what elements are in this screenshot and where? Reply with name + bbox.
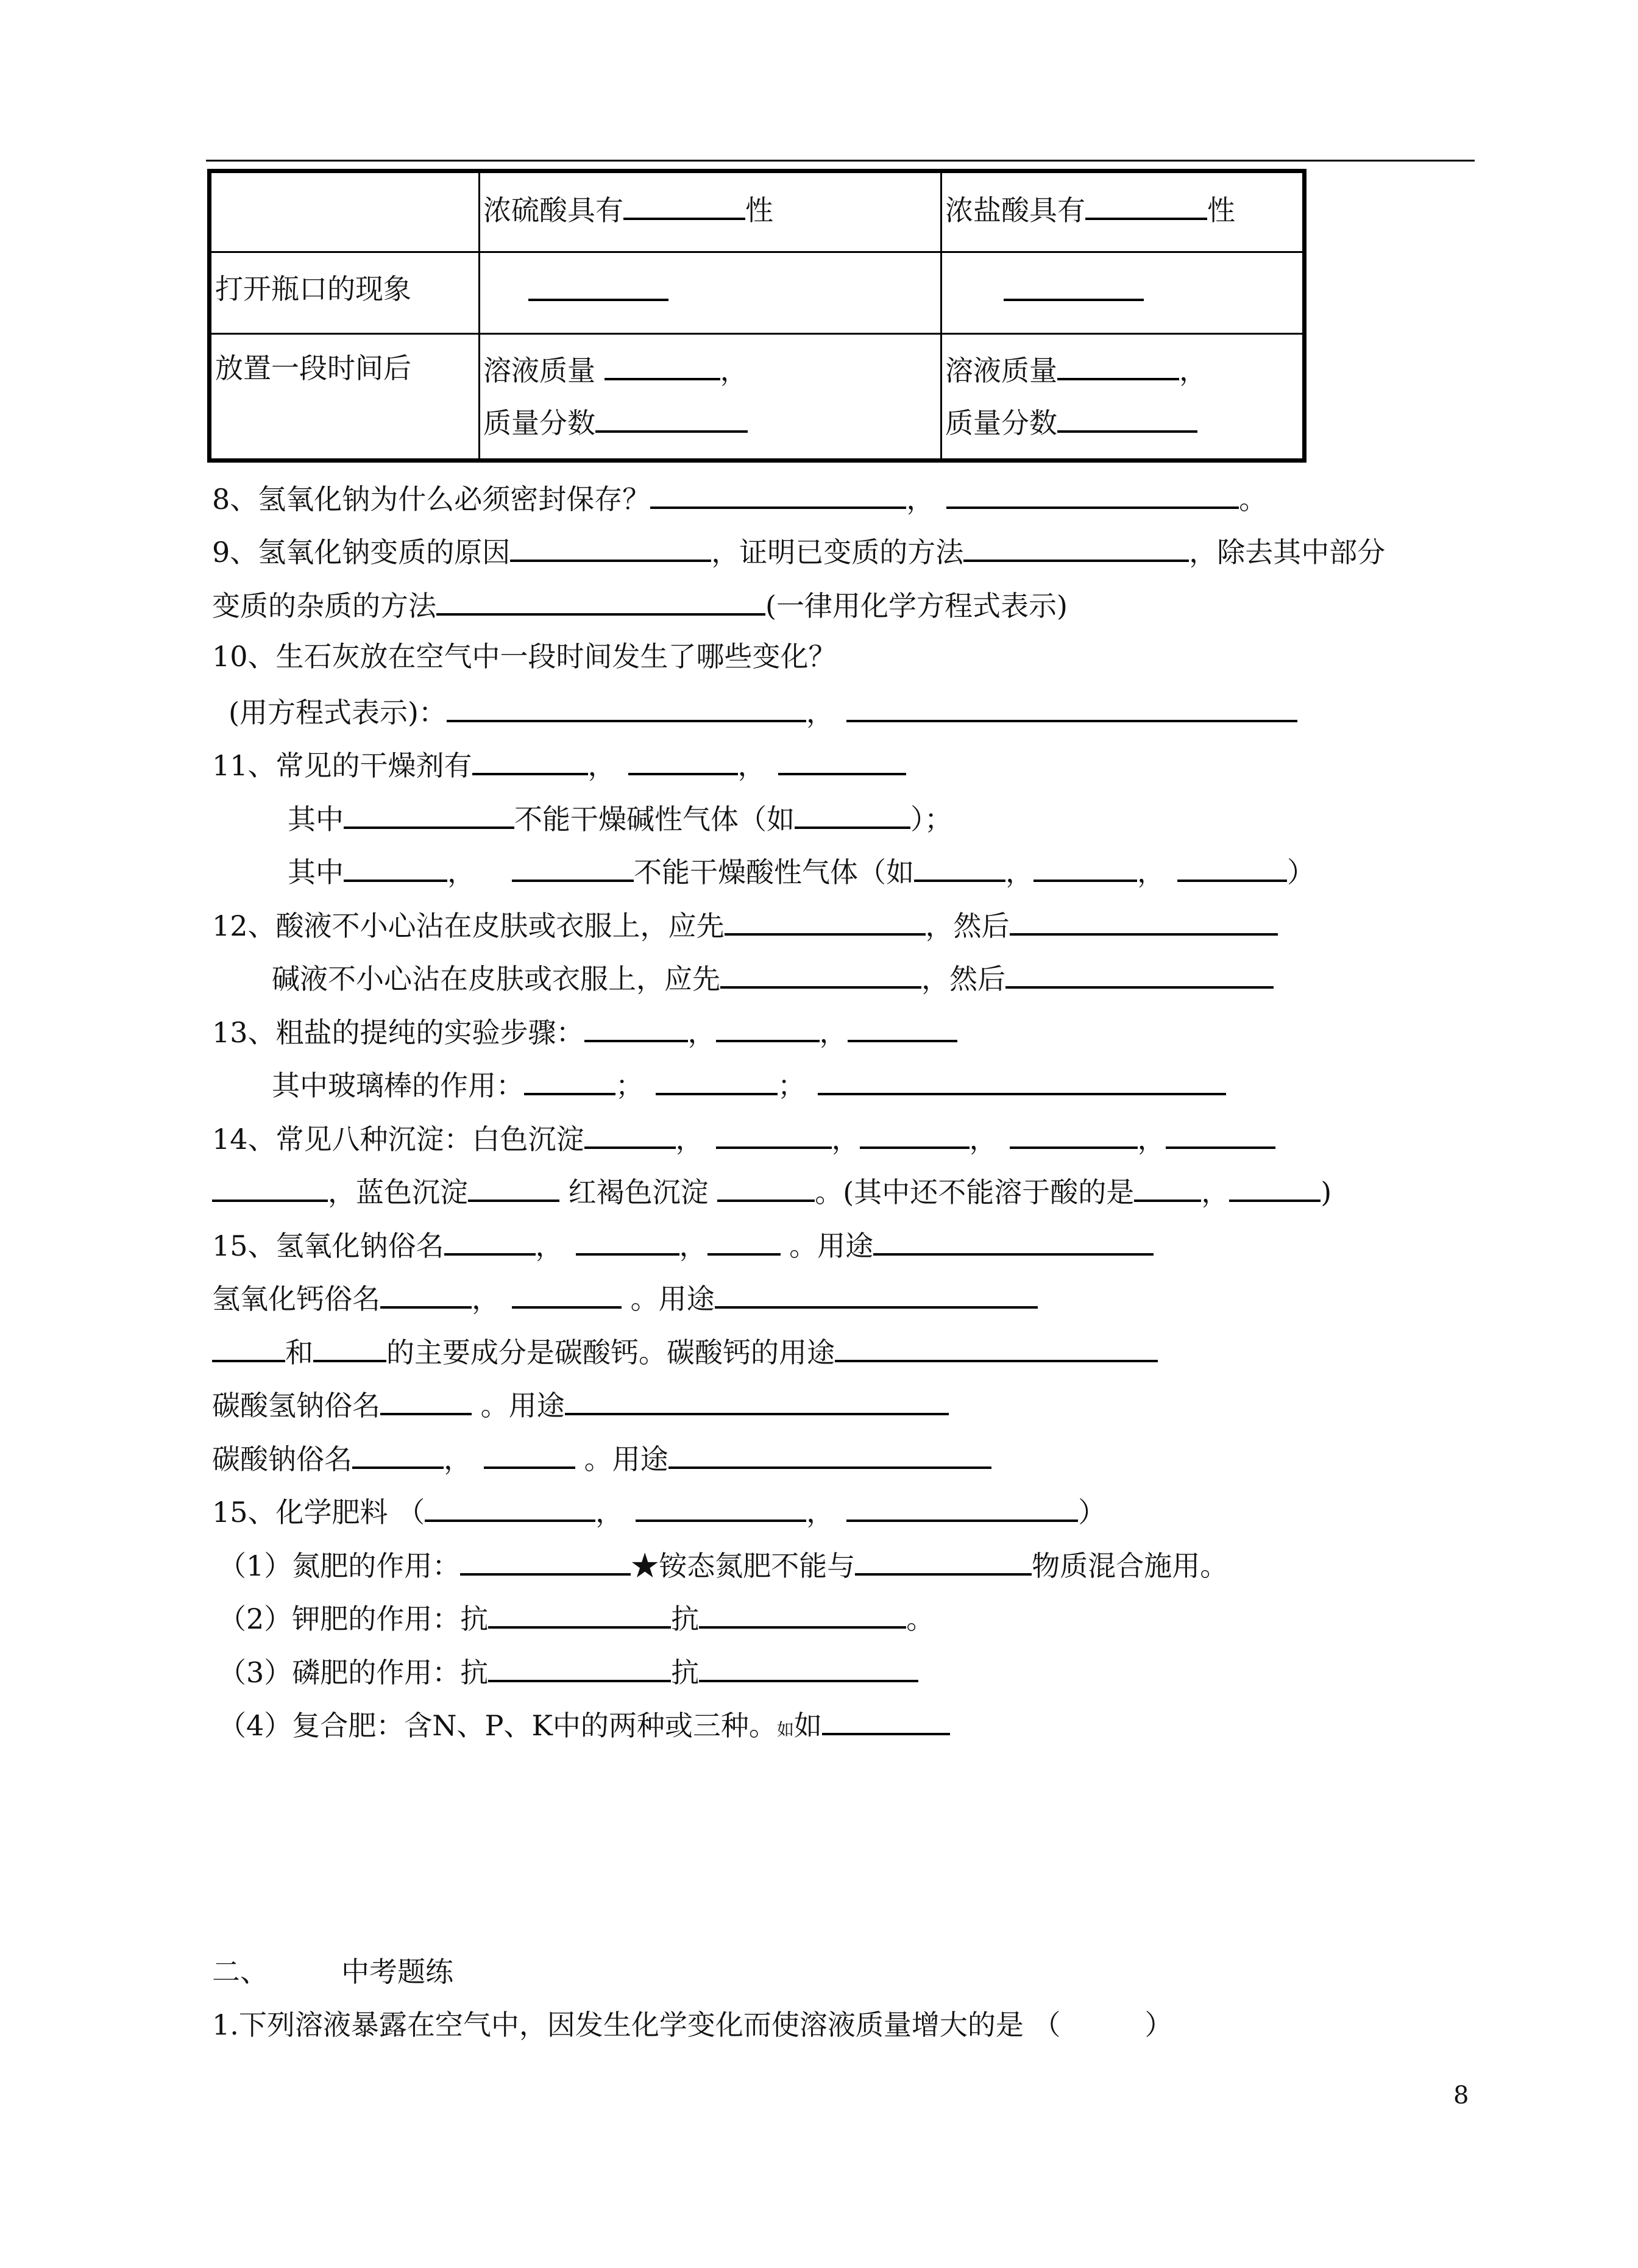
blank (716, 1012, 820, 1042)
comma: ， (535, 1229, 564, 1262)
question-text: 其中 (288, 856, 344, 889)
question-text: 抗 (671, 1656, 700, 1689)
fertilizer-potassium (218, 1598, 934, 1637)
blank (725, 905, 926, 936)
hydrochloric-fraction (945, 402, 1197, 441)
table-header-sulfuric (483, 190, 773, 229)
blank (510, 531, 711, 562)
mass-label: 溶液质量 (483, 354, 595, 387)
blank (715, 1278, 1038, 1309)
blank (460, 1545, 631, 1576)
blank (720, 958, 921, 989)
blank (1229, 1171, 1321, 1202)
blank (472, 745, 588, 775)
row-label-after-time: 放置一段时间后 (215, 352, 411, 385)
blank (512, 851, 634, 882)
question-text: ，证明已变质的方法 (711, 536, 964, 569)
question-15-fertilizer (212, 1491, 1106, 1530)
question-text: 变质的杂质的方法 (212, 589, 436, 622)
question-text: 15、化学肥料 (212, 1496, 388, 1529)
comma: ， (679, 1229, 707, 1262)
question-text: ，然后 (925, 909, 1010, 942)
blank (668, 1438, 991, 1469)
sulfuric-fraction (483, 402, 748, 441)
table-col-divider (940, 173, 942, 458)
comma: ， (595, 1496, 624, 1529)
question-text: 碳酸氢钠俗名 (212, 1389, 380, 1422)
period: 。 (1239, 483, 1268, 516)
question-text: 不能干燥碱性气体（如 (514, 803, 795, 836)
question-text: 碱液不小心沾在皮肤或衣服上，应先 (272, 962, 720, 995)
blank (584, 1012, 688, 1042)
question-text: 13、粗盐的提纯的实验步骤： (212, 1016, 584, 1049)
blank (344, 851, 447, 882)
comma: ， (831, 1123, 860, 1156)
question-text: 抗 (671, 1602, 700, 1635)
table-row-divider (211, 333, 1302, 335)
question-11-basic (288, 798, 952, 837)
blank (860, 1118, 970, 1149)
header-suffix: 性 (745, 194, 773, 227)
header-suffix: 性 (1207, 194, 1235, 227)
blank (484, 1438, 575, 1469)
acid-property-table (207, 169, 1306, 463)
blank (963, 531, 1189, 562)
question-8 (212, 478, 1267, 517)
question-text: 。用途 (584, 1443, 668, 1476)
blank (313, 1332, 386, 1362)
comma: ， (1179, 354, 1207, 387)
blank (584, 1118, 676, 1149)
fertilizer-nitrogen (218, 1545, 1228, 1584)
blank (604, 350, 720, 380)
question-text: 1.下列溶液暴露在空气中，因发生化学变化而使溶液质量增大的是 (212, 2008, 1024, 2041)
question-15-caoh2 (212, 1278, 1038, 1317)
blank (846, 692, 1297, 722)
open-bottle-sulfuric-blank (528, 271, 668, 310)
question-text: ，蓝色沉淀 (328, 1176, 468, 1209)
section-number: 二、 (212, 1955, 268, 1988)
section-title: 中考题练 (341, 1955, 453, 1988)
blank (1005, 958, 1274, 989)
question-text: （2）钾肥的作用：抗 (218, 1602, 489, 1635)
question-15-na2co3 (212, 1438, 991, 1477)
row-label-open-bottle: 打开瓶口的现象 (215, 272, 411, 305)
blank (565, 1385, 949, 1415)
question-text: 碳酸钠俗名 (212, 1443, 352, 1476)
blank (528, 271, 668, 301)
comma: ， (819, 1016, 848, 1049)
question-text: 不能干燥酸性气体（如 (634, 856, 914, 889)
question-text: 。(其中还不能溶于酸的是 (815, 1176, 1135, 1209)
blank (1134, 1171, 1201, 1202)
blank (512, 1278, 622, 1309)
blank (576, 1225, 679, 1256)
table-col-divider (478, 173, 480, 458)
comma: ， (472, 1282, 500, 1315)
question-text: ，然后 (921, 962, 1005, 995)
blank (656, 1065, 778, 1095)
question-11-acidic (288, 851, 1315, 890)
question-text: (用方程式表示)： (229, 696, 447, 729)
blank (352, 1438, 444, 1469)
fertilizer-compound (218, 1705, 950, 1748)
page-number: 8 (1453, 2081, 1469, 2110)
blank (873, 1225, 1154, 1256)
blank (447, 692, 806, 722)
comma: ， (1201, 1176, 1230, 1209)
blank (717, 1171, 815, 1202)
comma: ， (1137, 856, 1165, 889)
fraction-label: 质量分数 (483, 407, 595, 439)
question-text: 9、氢氧化钠变质的原因 (212, 536, 511, 569)
comma: ， (720, 354, 748, 387)
question-13 (212, 1012, 957, 1051)
question-15-naoh (212, 1225, 1154, 1264)
close-paren: ） (1078, 1496, 1107, 1529)
blank (699, 1598, 906, 1629)
blank (707, 1225, 781, 1256)
question-14 (212, 1118, 1275, 1157)
comma: ， (806, 696, 834, 729)
open-bottle-hydrochloric-blank (1004, 271, 1144, 310)
blank (835, 1332, 1158, 1362)
question-text: 和 (285, 1336, 313, 1369)
fertilizer-phosphorus (218, 1652, 918, 1691)
question-text: ★铵态氮肥不能与 (631, 1549, 856, 1582)
blank (650, 478, 906, 509)
question-text: ）； (910, 803, 952, 836)
question-text: 如 (793, 1709, 822, 1742)
exam-question-1 (212, 2007, 1173, 2043)
question-9-cont (212, 585, 1068, 624)
question-text: 氢氧化钙俗名 (212, 1282, 380, 1315)
open-paren: （ (397, 1496, 425, 1529)
blank (212, 1332, 285, 1362)
answer-paren: （ ） (1032, 2008, 1173, 2041)
question-text: ，除去其中部分 (1189, 536, 1386, 569)
comma: ， (687, 1016, 716, 1049)
question-text: 8、氢氧化钠为什么必须密封保存？ (212, 483, 651, 516)
blank (488, 1598, 671, 1629)
blank (436, 585, 765, 616)
blank (1010, 905, 1278, 936)
blank (699, 1652, 918, 1682)
blank (1057, 350, 1179, 380)
question-text: ) (1321, 1176, 1332, 1209)
blank (914, 851, 1005, 882)
blank (1010, 1118, 1138, 1149)
blank (1034, 851, 1137, 882)
question-13-rod (272, 1065, 1226, 1104)
question-text: 12、酸液不小心沾在皮肤或衣服上，应先 (212, 909, 725, 942)
sulfuric-mass (483, 350, 748, 389)
question-text: （4）复合肥：含N、P、K中的两种或三种。 (218, 1709, 777, 1742)
comma: ， (906, 483, 935, 516)
question-text: 的主要成分是碳酸钙。碳酸钙的用途 (386, 1336, 835, 1369)
question-text: 。用途 (480, 1389, 565, 1422)
small-text: 如 (776, 1719, 794, 1740)
blank (524, 1065, 615, 1095)
blank (716, 1118, 832, 1149)
mass-label: 溶液质量 (945, 354, 1057, 387)
blank (818, 1065, 1226, 1095)
question-text: （3）磷肥的作用：抗 (218, 1656, 489, 1689)
question-text: 红褐色沉淀 (568, 1176, 709, 1209)
semicolon: ； (778, 1069, 806, 1102)
question-note: (一律用化学方程式表示) (765, 589, 1068, 622)
blank (425, 1491, 595, 1522)
blank (1057, 402, 1197, 433)
hydrochloric-mass (945, 350, 1207, 389)
blank (212, 1171, 328, 1202)
question-14-cont (212, 1171, 1331, 1210)
blank (822, 1705, 950, 1735)
header-text: 浓盐酸具有 (945, 194, 1085, 227)
blank (488, 1652, 671, 1682)
question-10: 10、生石灰放在空气中一段时间发生了哪些变化？ (212, 640, 837, 673)
question-text: 其中玻璃棒的作用： (272, 1069, 524, 1102)
top-rule (206, 160, 1475, 162)
blank (623, 190, 745, 220)
section-2-heading (212, 1953, 453, 1990)
semicolon: ； (615, 1069, 644, 1102)
comma: ， (447, 856, 475, 889)
question-12-acid (212, 905, 1278, 944)
blank (848, 1012, 957, 1042)
blank (795, 798, 910, 829)
question-10-answer (229, 692, 1297, 731)
comma: ， (1005, 856, 1034, 889)
fraction-label: 质量分数 (945, 407, 1057, 439)
comma: ， (806, 1496, 835, 1529)
table-header-hydrochloric (945, 190, 1235, 229)
comma: ， (737, 749, 766, 782)
question-text: 。用途 (789, 1229, 874, 1262)
blank (595, 402, 748, 433)
question-9 (212, 531, 1385, 571)
question-text: 物质混合施用。 (1032, 1549, 1228, 1582)
comma: ， (1137, 1123, 1166, 1156)
comma: ， (587, 749, 616, 782)
question-12-base (272, 958, 1274, 997)
blank (846, 1491, 1078, 1522)
question-text: （1）氮肥的作用： (218, 1549, 461, 1582)
blank (946, 478, 1239, 509)
period: 。 (906, 1602, 935, 1635)
comma: ， (675, 1123, 704, 1156)
question-text: ） (1287, 856, 1315, 889)
blank (1004, 271, 1144, 301)
blank (855, 1545, 1032, 1576)
comma: ， (969, 1123, 998, 1156)
question-15-nahco3 (212, 1385, 949, 1424)
comma: ， (444, 1443, 472, 1476)
blank (778, 745, 906, 775)
blank (380, 1385, 472, 1415)
table-row-divider (211, 251, 1302, 253)
header-text: 浓硫酸具有 (483, 194, 623, 227)
blank (468, 1171, 559, 1202)
question-text: 15、氢氧化钠俗名 (212, 1229, 444, 1262)
question-text: 14、常见八种沉淀：白色沉淀 (212, 1123, 584, 1156)
question-text: 。用途 (630, 1282, 715, 1315)
question-text: 其中 (288, 803, 344, 836)
blank (1085, 190, 1207, 220)
blank (344, 798, 514, 829)
blank (1166, 1118, 1275, 1149)
blank (444, 1225, 536, 1256)
blank (636, 1491, 806, 1522)
question-text: 11、常见的干燥剂有 (212, 749, 472, 782)
question-15-caco3 (212, 1332, 1158, 1371)
blank (380, 1278, 472, 1309)
blank (628, 745, 738, 775)
question-11 (212, 745, 906, 784)
blank (1177, 851, 1287, 882)
